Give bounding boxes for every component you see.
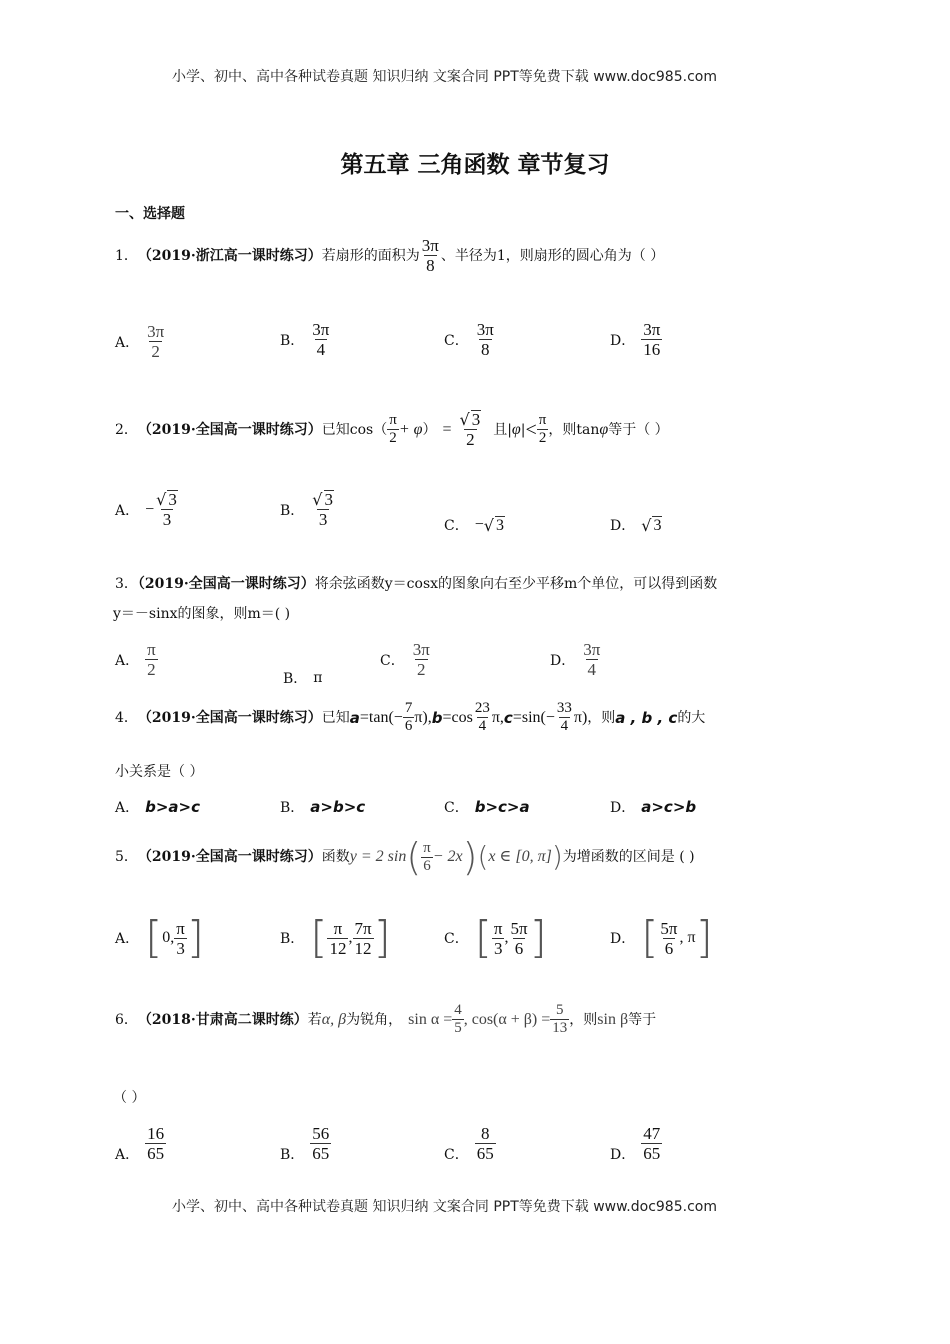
q2-sqrt3-half: $\frac{√ 3}{2}$ (459, 410, 481, 449)
question-4-line2: 小关系是（ ） (115, 764, 204, 780)
question-3: 3．（2019·全国高一课时练习）将余弦函数y＝cosx的图象向右至少平移m个单位，可以得到函数 (115, 576, 718, 592)
page-title: 第五章 三角函数 章节复习 (340, 152, 610, 178)
q1-number: 1． (115, 247, 138, 264)
question-1 (115, 236, 664, 275)
page-footer: 小学、初中、高中各种试卷真题 知识归纳 文案合同 PPT等免费下载 www.doc985.com (172, 1199, 717, 1215)
question-5: 5． （2019·全国高一课时练习） 函数 y = 2 sin ( $\frac{\pi}{6}$ − 2x ) ( x ∈ [0, π] ) 为增函数的区间是 ( ) (115, 835, 695, 879)
q6-option-b[interactable]: B． $\frac{56}{65}$ (280, 1123, 330, 1163)
question-4: 4． （2019·全国高一课时练习） 已知 a =tan(− $\frac{7}{6}$ π), b =cos $\frac{23}{4}$ π, c =sin(− $\frac{33}{4}$ π) ，则 a , b , c 的大 (115, 700, 706, 734)
q2-source: （2019·全国高一课时练习） (137, 421, 322, 438)
question-6-line2: （ ） (113, 1090, 146, 1106)
q6-option-a[interactable]: A． $\frac{16}{65}$ (115, 1123, 165, 1163)
q3-option-b[interactable]: B． π (283, 670, 323, 687)
q4-source: （2019·全国高一课时练习） (137, 709, 322, 726)
q3-option-d[interactable]: D． $\frac{3\pi}{4}$ (550, 640, 601, 679)
q2-option-c[interactable]: C． − √ 3 (444, 515, 504, 535)
q1-text-tail: 、半径为1，则扇形的圆心角为（ ） (440, 247, 665, 264)
q1-area-fraction: $\frac{3\pi}{8}$ (421, 236, 439, 275)
q1-option-a[interactable]: A． $\frac{3\pi}{2}$ (115, 322, 165, 361)
q1-option-c[interactable]: C． $\frac{3\pi}{8}$ (444, 320, 494, 359)
q6-option-c[interactable]: C． $\frac{8}{65}$ (444, 1123, 494, 1163)
q3-option-c[interactable]: C． $\frac{3\pi}{2}$ (380, 640, 430, 679)
q4-option-b[interactable]: B． a>b>c (280, 798, 366, 816)
q1-option-b[interactable]: B． $\frac{3\pi}{4}$ (280, 320, 330, 359)
page-header: 小学、初中、高中各种试卷真题 知识归纳 文案合同 PPT等免费下载 www.doc985.com (172, 69, 717, 85)
question-6: 6． （2018·甘肃高二课时练） 若 α, β 为锐角， sin α = $\frac{4}{5}$ , cos(α + β) = $\frac{5}{13}$ ，则 sin β 等于 (115, 1002, 657, 1036)
q2-option-a[interactable]: A． − $\frac{√ 3}{3}$ (115, 490, 177, 529)
q5-source: （2019·全国高一课时练习） (137, 849, 322, 865)
q2-option-d[interactable]: D． √ 3 (610, 515, 662, 535)
question-2: 2． （2019·全国高一课时练习） 已知cos（ $\frac{\pi}{2}$ + φ ） = $\frac{√ 3}{2}$ 且| φ | < $\frac{\pi}{2}$ ，则tan φ 等于（ ） (115, 410, 669, 449)
q6-source: （2018·甘肃高二课时练） (137, 1011, 308, 1028)
section-heading: 一、选择题 (115, 206, 185, 222)
q4-option-d[interactable]: D． a>c>b (610, 798, 697, 816)
question-3-line2: y＝－sinx的图象，则m＝( ) (113, 606, 291, 622)
q1-source: （2019·浙江高一课时练习） (137, 247, 322, 264)
q5-option-d[interactable]: D． [ $\frac{5\pi}{6}$ , π ] (610, 912, 713, 963)
q4-option-c[interactable]: C． b>c>a (444, 798, 530, 816)
q4-option-a[interactable]: A． b>a>c (115, 798, 201, 816)
q1-option-d[interactable]: D． $\frac{3\pi}{16}$ (610, 320, 661, 359)
q3-source: （2019·全国高一课时练习） (137, 576, 315, 592)
q5-option-a[interactable]: A． [ 0, $\frac{\pi}{3}$ ] (115, 912, 205, 963)
q1-text: 若扇形的面积为 (321, 247, 420, 264)
q6-option-d[interactable]: D． $\frac{47}{65}$ (610, 1123, 661, 1163)
q5-option-c[interactable]: C． [ $\frac{\pi}{3}$ , $\frac{5\pi}{6}$ ] (444, 912, 547, 963)
q5-option-b[interactable]: B． [ $\frac{\pi}{12}$ , $\frac{7\pi}{12}$ ] (280, 912, 391, 963)
q2-option-b[interactable]: B． $\frac{√ 3}{3}$ (280, 490, 333, 529)
q3-option-a[interactable]: A． $\frac{\pi}{2}$ (115, 640, 156, 679)
q2-pi-half: $\frac{\pi}{2}$ (389, 412, 397, 446)
